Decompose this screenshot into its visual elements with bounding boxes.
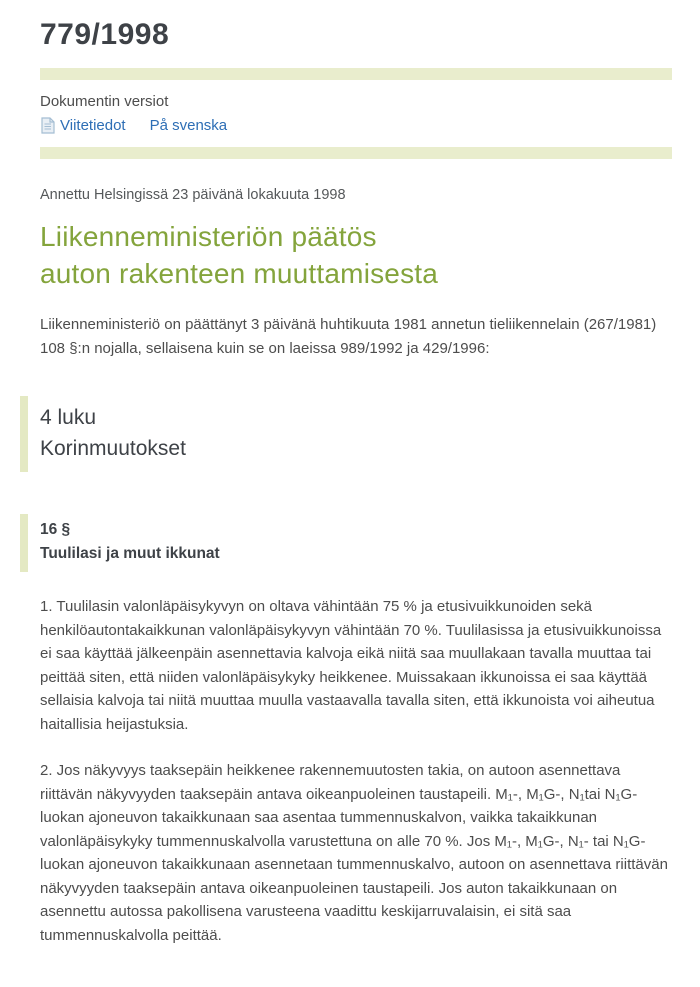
paragraph-2: 2. Jos näkyvyys taaksepäin heikkenee rakennemuutosten takia, on autoon asennettava riittävän näkyvyyden taaksepäin antava oikeanpuoleinen taustapeili. M₁-, M₁G-, N₁tai N₁G-luokan ajoneuvon takaikkunaan saa asentaa tummennuskalvon, vaikka takaikkunan valonläpäisykyky tummennuskalvolla varustettuna on alle 70 %. Jos M₁-, M₁G-, N₁- tai N₁G-luokan ajoneuvon takaikkunaan asennetaan tummennuskalvo, autoon on asennettava riittävän näkyvyyden taaksepäin antava oikeanpuoleinen taustapeili. Jos auton takaikkunaan on asennettu autossa pakollisena varusteena vaadittu keskijarruvalaisin, ei sitä saa tummennuskalvolla peittää. bbox=[40, 762, 668, 944]
viitetiedot-link[interactable] bbox=[40, 117, 126, 134]
issued-date-line: Annettu Helsingissä 23 päivänä lokakuuta 1998 bbox=[40, 187, 346, 203]
section-number: 16 § bbox=[40, 521, 71, 538]
intro-paragraph: Liikenneministeriö on päättänyt 3 päivänä huhtikuuta 1981 annetun tieliikennelain (267/1981) 108 §:n nojalla, sellaisena kuin se on laeissa 989/1992 ja 429/1996: bbox=[40, 316, 657, 357]
chapter-title: Korinmuutokset bbox=[40, 437, 186, 460]
divider-bar-bottom bbox=[40, 147, 672, 159]
document-icon bbox=[40, 117, 55, 134]
section-heading bbox=[20, 514, 672, 572]
chapter-number: 4 luku bbox=[40, 406, 97, 429]
links-row bbox=[40, 117, 672, 134]
document-title bbox=[40, 218, 672, 292]
viitetiedot-link-label: Viitetiedot bbox=[60, 117, 126, 134]
chapter-heading bbox=[20, 396, 672, 472]
document-title-line2: auton rakenteen muuttamisesta bbox=[40, 258, 439, 289]
section-title: Tuulilasi ja muut ikkunat bbox=[40, 545, 220, 562]
pa-svenska-link[interactable]: På svenska bbox=[149, 117, 228, 134]
divider-bar-top bbox=[40, 68, 672, 80]
paragraph-1: 1. Tuulilasin valonläpäisykyvyn on oltava vähintään 75 % ja etusivuikkunoiden sekä henkilöautontakaikkunan valonläpäisykyvyn vähintään 70 %. Tuulilasissa ja etusivuikkunoissa ei saa käyttää jälkeenpäin asennettavia kalvoja eikä niitä saa muullakaan tavalla muuttaa tai peittää siten, että niiden valonläpäisykyky heikkenee. Muissakaan ikkunoissa ei saa käyttää sellaisia kalvoja tai niitä muuttaa muulla vastaavalla tavalla siten, että ikkunoista voi aiheutua haitallisia heijastuksia. bbox=[40, 598, 662, 733]
versions-label: Dokumentin versiot bbox=[40, 93, 169, 110]
doc-number-heading: 779/1998 bbox=[40, 18, 170, 51]
document-title-line1: Liikenneministeriön päätös bbox=[40, 221, 377, 252]
